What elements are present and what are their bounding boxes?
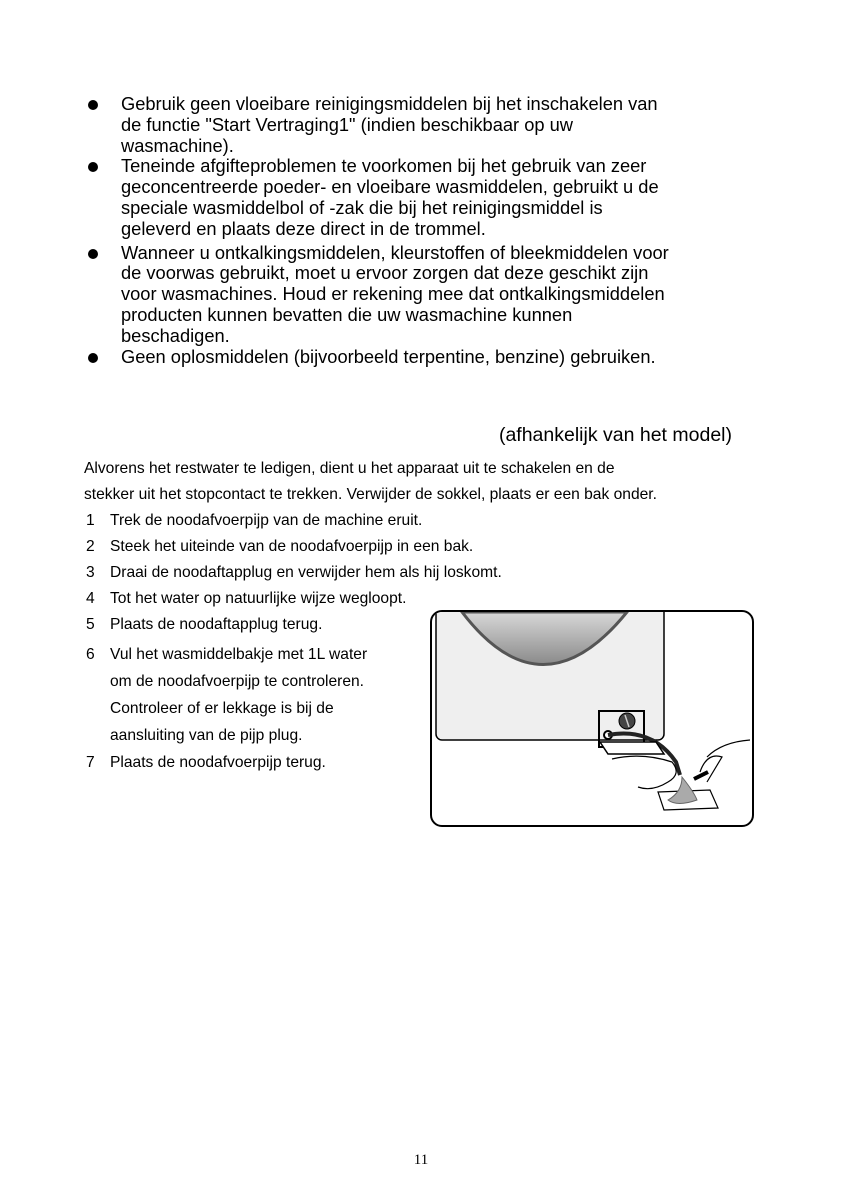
bullet-list (84, 94, 764, 367)
bullet-text: Wanneer u ontkalkingsmiddelen, kleurstoffen of bleekmiddelen voor (121, 241, 669, 263)
step-text: Steek het uiteinde van de noodafvoerpijp in een bak. (110, 538, 474, 555)
step-number: 3 (86, 564, 95, 581)
step-item (84, 534, 502, 560)
step-number: 1 (86, 512, 95, 529)
step-text: Trek de noodafvoerpijp van de machine eruit. (110, 512, 423, 529)
step-number: 7 (86, 754, 95, 771)
step-text: om de noodafvoerpijp te controleren. (110, 673, 364, 690)
section-heading: (afhankelijk van het model) (498, 424, 732, 446)
hand-icon (700, 740, 750, 782)
step-item (84, 508, 502, 534)
page-number: 11 (413, 1152, 429, 1168)
step-text: Vul het wasmiddelbakje met 1L water (110, 646, 368, 663)
step-text: Plaats de noodafvoerpijp terug. (110, 754, 326, 771)
step-number: 2 (86, 538, 95, 555)
step-text: Tot het water op natuurlijke wijze wegloopt. (110, 590, 407, 607)
bullet-dot-icon (88, 162, 98, 172)
intro-paragraph (84, 456, 657, 508)
step-number: 5 (86, 616, 95, 633)
bullet-dot-icon (88, 100, 98, 110)
bullet-text: Teneinde afgifteproblemen te voorkomen bij het gebruik van zeer (121, 155, 647, 177)
bullet-text: beschadigen. (121, 324, 230, 346)
step-number: 6 (86, 646, 95, 663)
bullet-item (84, 347, 764, 368)
intro-line: Alvorens het restwater te ledigen, dient u het apparaat uit te schakelen en de (84, 460, 615, 477)
bullet-item (84, 94, 764, 156)
step-text: Controleer of er lekkage is bij de (110, 700, 334, 717)
bullet-text: geleverd en plaats deze direct in de trommel. (121, 217, 486, 239)
bullet-dot-icon (88, 249, 98, 259)
step-text: Draai de noodaftapplug en verwijder hem als hij loskomt. (110, 564, 502, 581)
bullet-item (84, 243, 764, 347)
bullet-text: Gebruik geen vloeibare reinigingsmiddelen bij het inschakelen van (121, 93, 658, 114)
hand-icon (612, 756, 676, 789)
drain-illustration (430, 610, 754, 827)
step-item (84, 586, 502, 612)
step-text: Plaats de noodaftapplug terug. (110, 616, 323, 633)
washing-machine-drain-illustration (432, 612, 752, 825)
bullet-text: producten kunnen bevatten die uw wasmachine kunnen (121, 303, 573, 325)
step-item (84, 560, 502, 586)
bullet-text: speciale wasmiddelbol of -zak die bij het reinigingsmiddel is (121, 196, 603, 218)
step-number: 4 (86, 590, 95, 607)
bullet-text: Geen oplosmiddelen (bijvoorbeeld terpentine, benzine) gebruiken. (121, 345, 656, 367)
bullet-text: wasmachine). (121, 134, 234, 156)
bullet-text: de voorwas gebruikt, moet u ervoor zorgen dat deze geschikt zijn (121, 262, 649, 284)
bullet-dot-icon (88, 353, 98, 363)
step-text: aansluiting van de pijp plug. (110, 727, 303, 744)
bullet-text: voor wasmachines. Houd er rekening mee dat ontkalkingsmiddelen (121, 283, 665, 305)
intro-line: stekker uit het stopcontact te trekken. Verwijder de sokkel, plaats er een bak onder. (84, 486, 657, 503)
bullet-item (84, 156, 764, 239)
bullet-text: geconcentreerde poeder- en vloeibare wasmiddelen, gebruikt u de (121, 176, 659, 198)
bullet-text: de functie "Start Vertraging1" (indien beschikbaar op uw (121, 113, 573, 135)
